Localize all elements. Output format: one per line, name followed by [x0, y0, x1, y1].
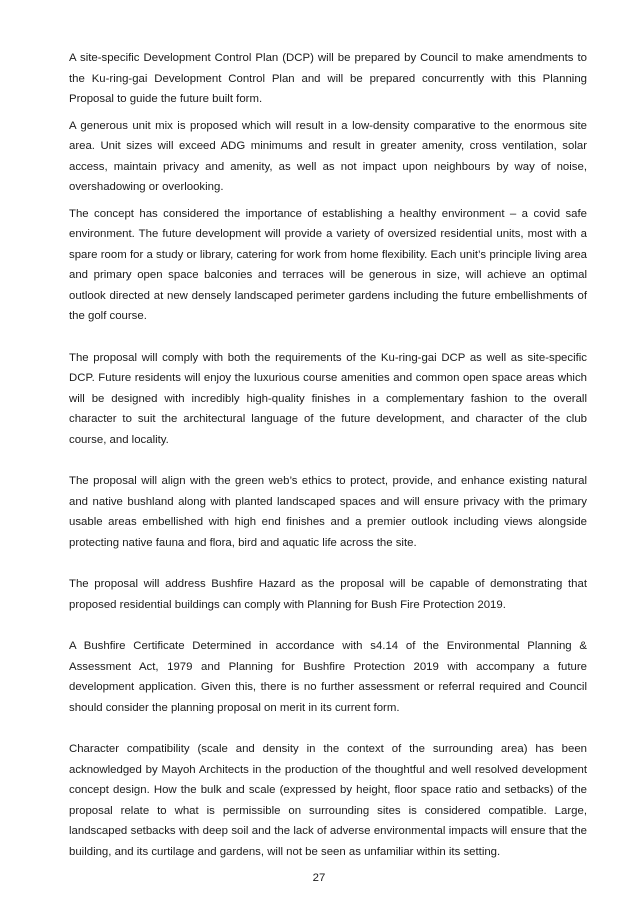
paragraph-unit-mix: A generous unit mix is proposed which will result in a low-density comparative to the enormous site area. Unit sizes will exceed ADG minimums and result in greater amenity, cross ventilation, solar access, maintain privacy and amenity, as well as not impact upon neighbours by way of noise, overshadowing or overlooking.	[69, 119, 587, 193]
paragraph-bushfire-certificate: A Bushfire Certificate Determined in accordance with s4.14 of the Environmental Planning & Assessment Act, 1979 and Planning for Bushfire Protection 2019 with accompany a future development application. Given this, there is no further assessment or referral required and Council should consider the planning proposal on merit in its current form.	[69, 640, 587, 714]
paragraph-dcp-compliance: The proposal will comply with both the requirements of the Ku-ring-gai DCP as well as site-specific DCP. Future residents will enjoy the luxurious course amenities and common open space areas which will be designed with incredibly high-quality finishes in a complementary fashion to the overall character to suit the architectural language of the future development, and character of the club course, and locality.	[69, 351, 587, 446]
paragraph-green-web: The proposal will align with the green web’s ethics to protect, provide, and enhance existing natural and native bushland along with planted landscaped spaces and will ensure privacy with the primary usable areas embellished with high end finishes and a premier outlook including views alongside protecting native fauna and flora, bird and aquatic life across the site.	[69, 475, 587, 549]
paragraph-dcp: A site-specific Development Control Plan (DCP) will be prepared by Council to make amendments to the Ku-ring-gai Development Control Plan and will be prepared concurrently with this Planning Proposal to guide the future built form.	[69, 52, 587, 105]
paragraph-character-compatibility: Character compatibility (scale and density in the context of the surrounding area) has been acknowledged by Mayoh Architects in the production of the thoughtful and well resolved development concept design. How the bulk and scale (expressed by height, floor space ratio and setbacks) of the proposal relate to what is permissible on surrounding sites is considered compatible. Large, landscaped setbacks with deep soil and the lack of adverse environmental impacts will ensure that the building, and its curtilage and gardens, will not be seen as unfamiliar within its setting.	[69, 743, 587, 858]
paragraph-healthy-environment: The concept has considered the importance of establishing a healthy environment – a covid safe environment. The future development will provide a variety of oversized residential units, most with a spare room for a study or library, catering for work from home flexibility. Each unit’s principle living area and primary open space balconies and terraces will be generous in size, will achieve an optimal outlook directed at new densely landscaped perimeter gardens including the future embellishments of the golf course.	[69, 207, 587, 322]
paragraph-bushfire-hazard: The proposal will address Bushfire Hazard as the proposal will be capable of demonstrating that proposed residential buildings can comply with Planning for Bush Fire Protection 2019.	[69, 578, 587, 611]
document-body	[69, 48, 587, 862]
page-number: 27	[312, 872, 326, 884]
